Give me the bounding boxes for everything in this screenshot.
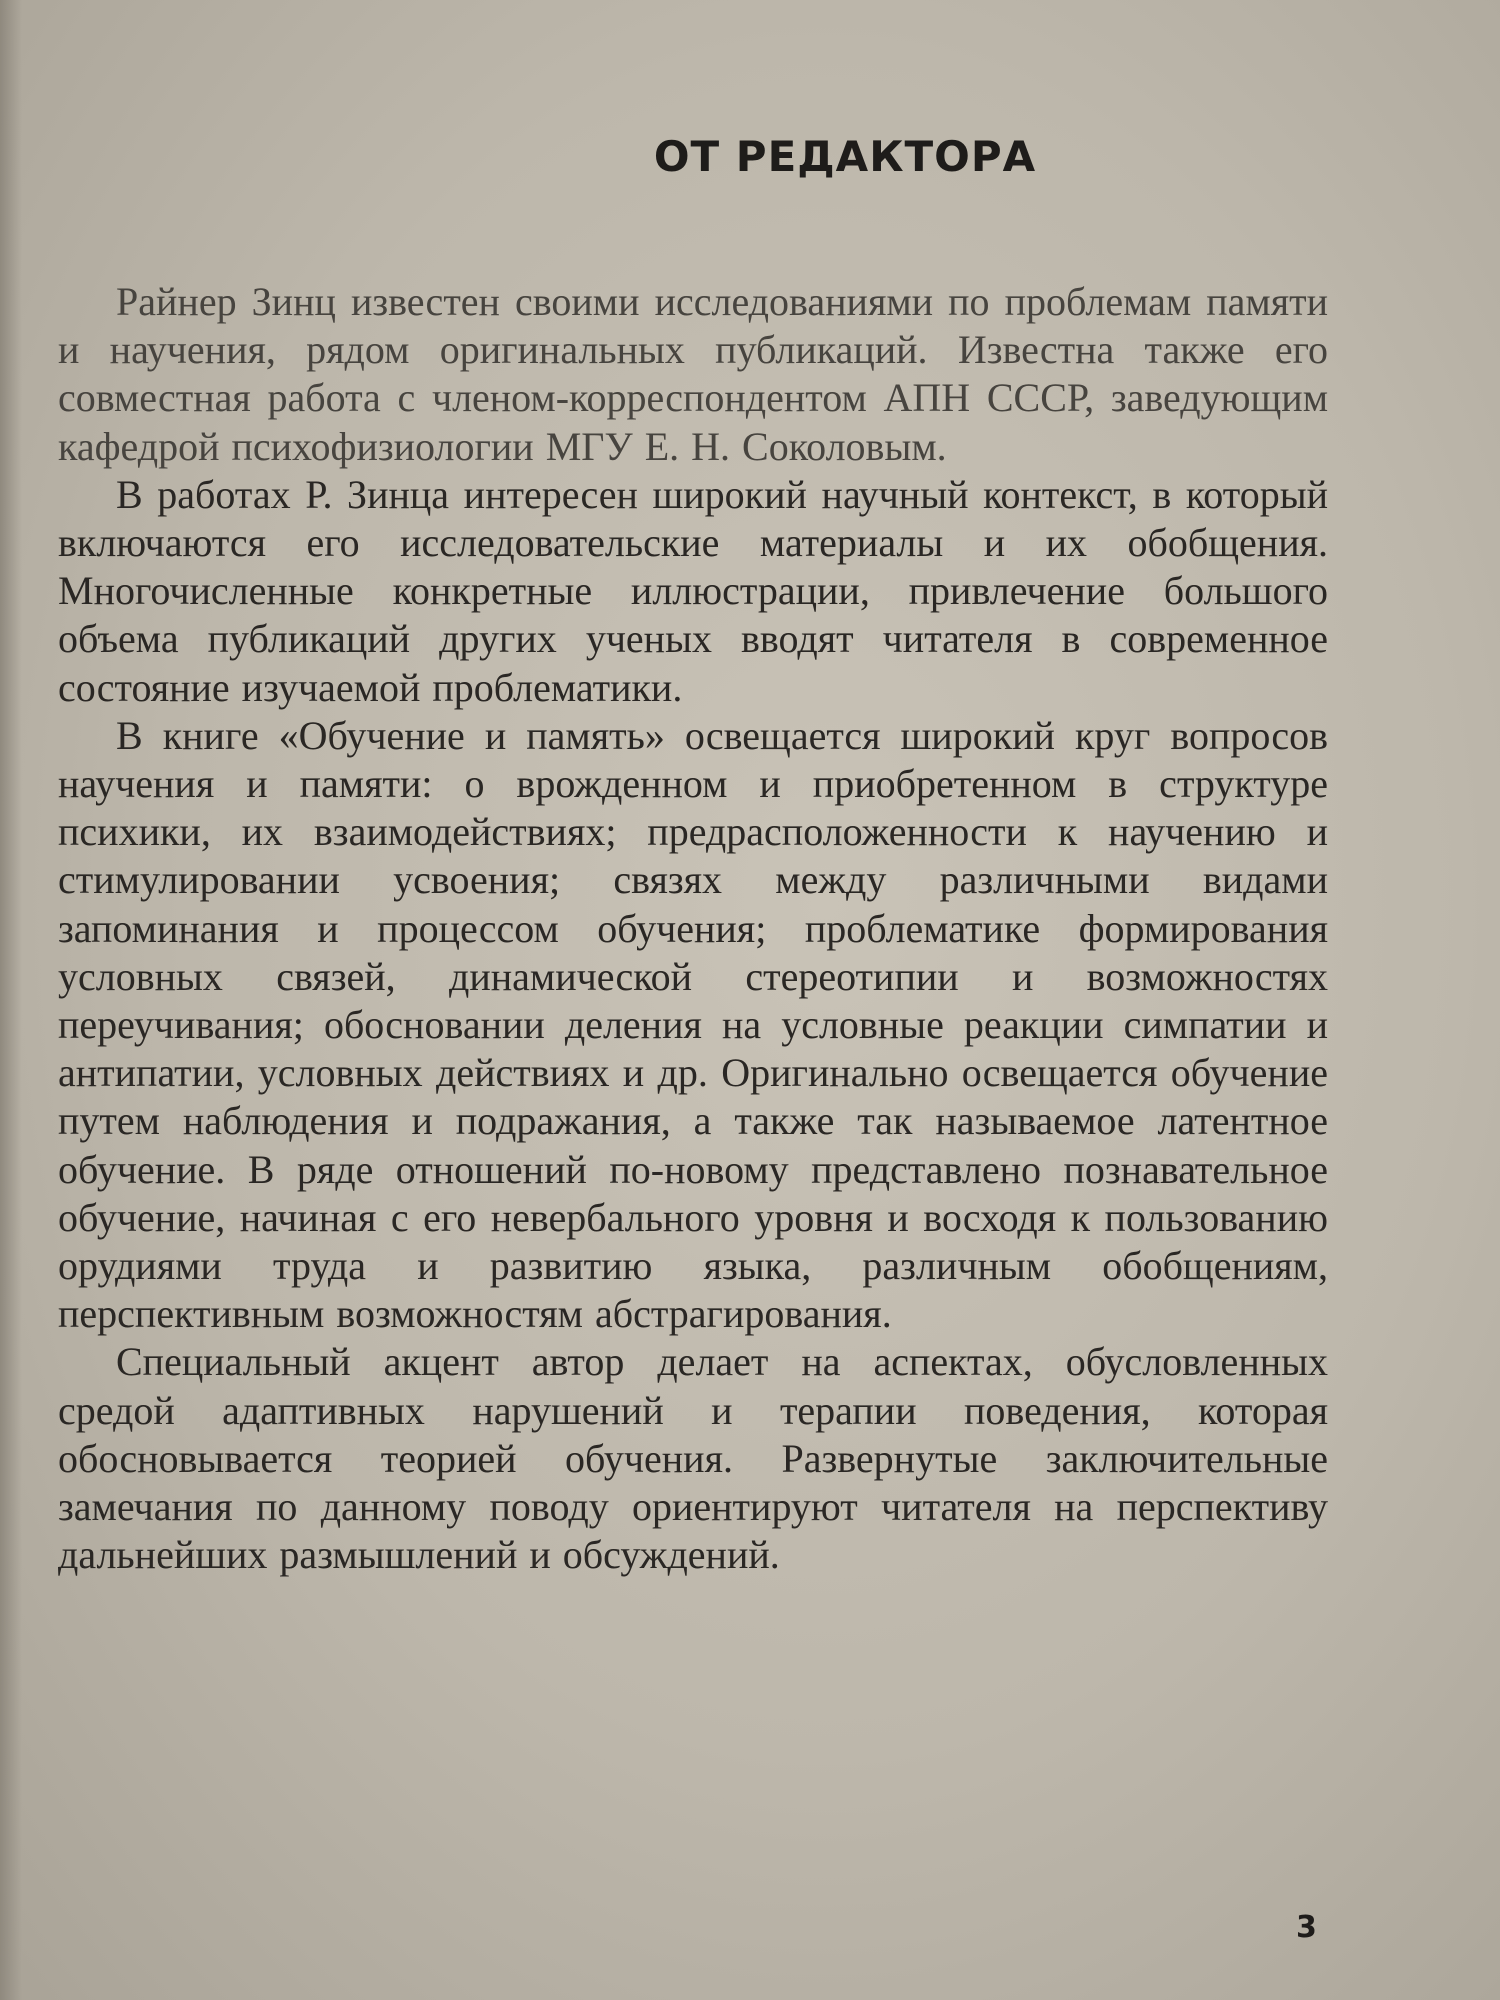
- paragraph: В работах Р. Зинца интересен широкий научный контекст, в который включаются его исследовательские материалы и их обобщения. Многочисленные конкретные иллюстрации, привлечение большого объема публикаций других ученых вводят читателя в современное состояние изучаемой проблематики.: [58, 471, 1328, 710]
- page-title: ОТ РЕДАКТОРА: [653, 132, 1037, 181]
- body-text: [58, 278, 1328, 1579]
- paragraph: Райнер Зинц известен своими исследованиями по проблемам памяти и научения, рядом оригинальных публикаций. Известна также его совместная работа с членом-корреспондентом АПН СССР, заведующим кафедрой психофизиологии МГУ Е. Н. Соколовым.: [58, 279, 1328, 469]
- paragraph: В книге «Обучение и память» освещается широкий круг вопросов научения и памяти: о врожденном и приобретенном в структуре психики, их взаимодействиях; предрасположенности к научению и стимулировании усвоения; связях между различными видами запоминания и процессом обучения; проблематике формирования условных связей, динамической стереотипии и возможностях переучивания; обосновании деления на условные реакции симпатии и антипатии, условных действиях и др. Оригинально освещается обучение путем наблюдения и подражания, а также так называемое латентное обучение. В ряде отношений по-новому представлено познавательное обучение, начиная с его невербального уровня и восходя к пользованию орудиями труда и развитию языка, различным обобщениям, перспективным возможностям абстрагирования.: [58, 712, 1328, 1337]
- page-spine-shadow: [0, 0, 22, 2000]
- paragraph: Специальный акцент автор делает на аспектах, обусловленных средой адаптивных нарушений и терапии поведения, которая обосновывается теорией обучения. Развернутые заключительные замечания по данному поводу ориентируют читателя на перспективу дальнейших размышлений и обсуждений.: [58, 1339, 1328, 1578]
- page-number: 3: [1296, 1910, 1317, 1945]
